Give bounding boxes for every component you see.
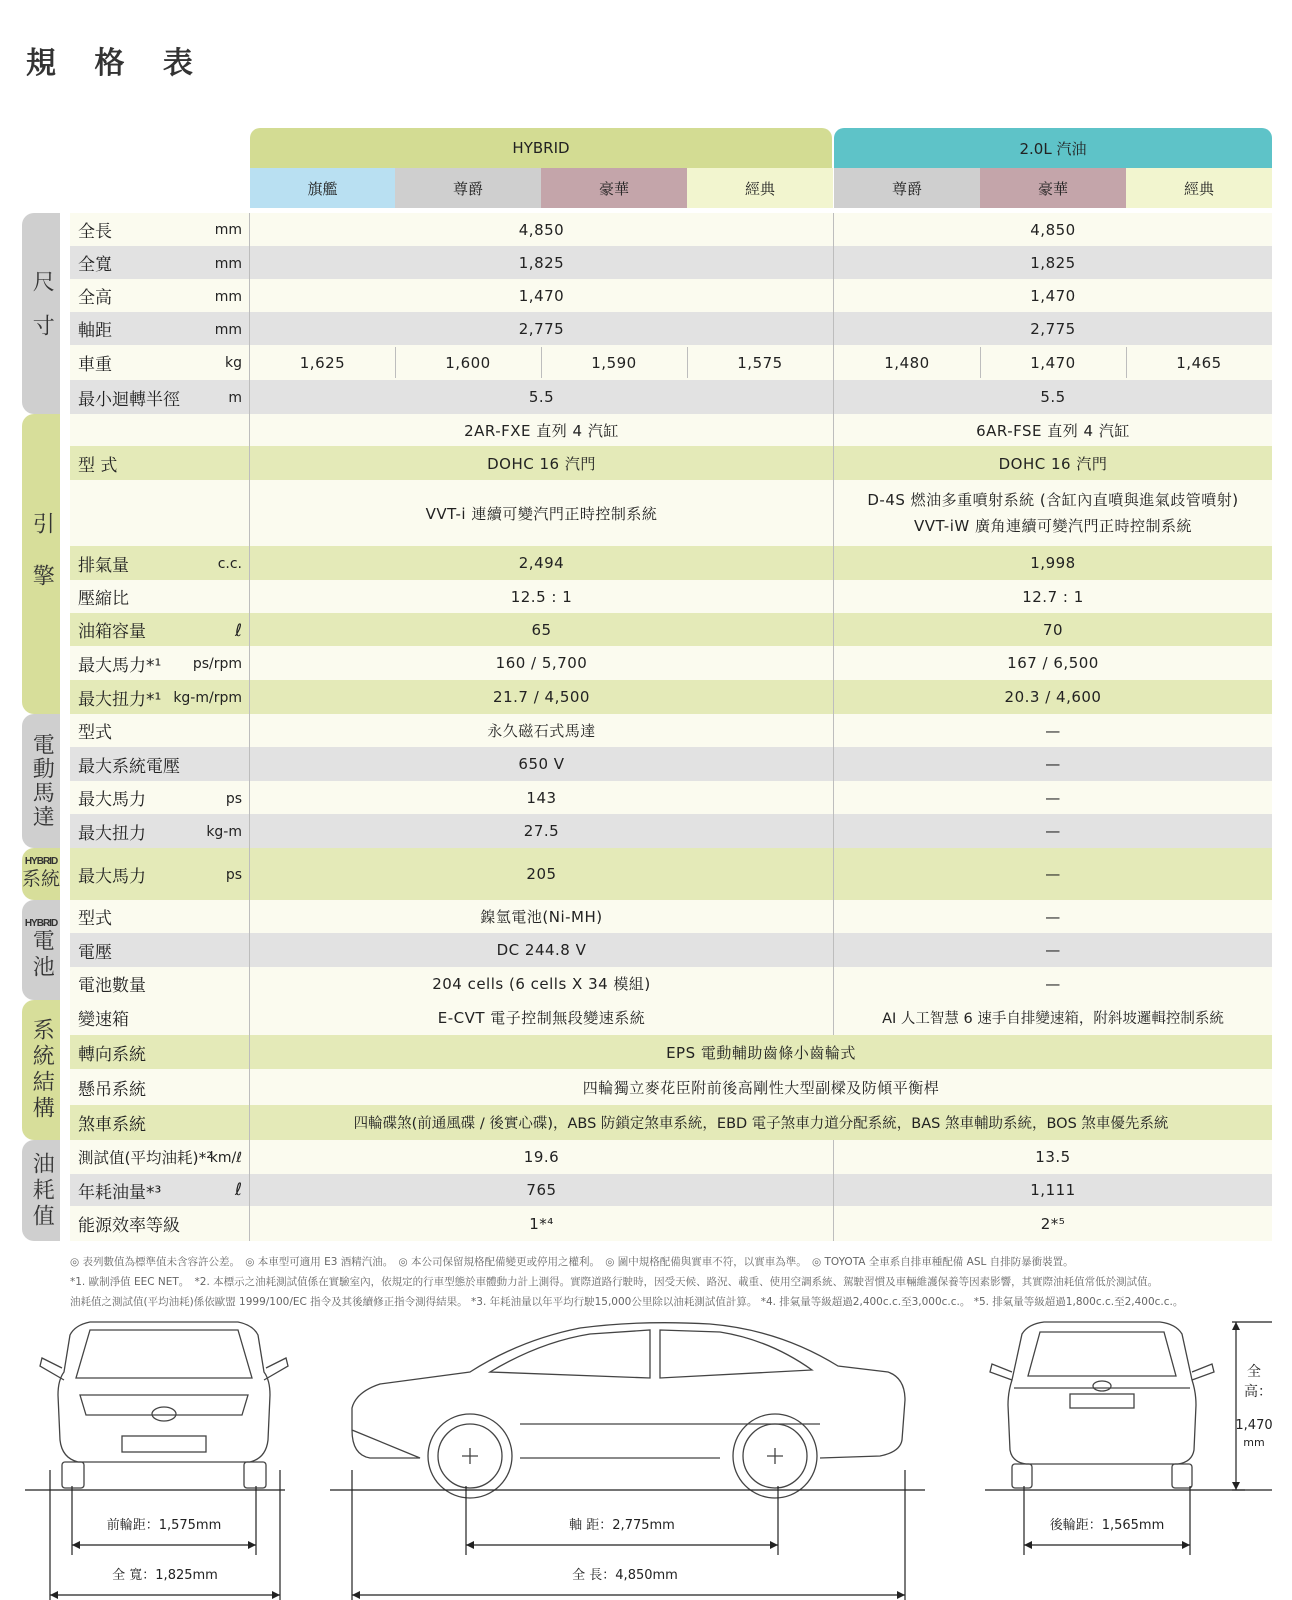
value-motor-type-gas: — — [1045, 721, 1061, 740]
value-system-hp-gas: — — [1045, 865, 1061, 883]
unit-displacement: c.c. — [217, 556, 242, 572]
label-battery-count: 電池數量 — [78, 976, 146, 996]
value-suspension: 四輪獨立麥花臣附前後高剛性大型副樑及防傾平衡桿 — [582, 1078, 940, 1097]
label-height: 全高 — [78, 288, 112, 308]
label-length: 全長 — [78, 222, 112, 242]
value-motor-voltage-gas: — — [1045, 755, 1061, 773]
unit-motor-torque: kg-m — [206, 824, 242, 840]
label-annual-fuel: 年耗油量*³ — [78, 1182, 162, 1203]
value-battery-type-hybrid: 鎳氫電池(Ni-MH) — [480, 908, 603, 926]
value-battery-voltage-hybrid: DC 244.8 V — [496, 941, 587, 959]
value-turning-gas: 5.5 — [1040, 388, 1066, 406]
front-track-label: 前輪距：1,575mm — [76, 1514, 252, 1533]
label-compression: 壓縮比 — [78, 589, 129, 609]
value-system-hp-hybrid: 205 — [526, 865, 557, 883]
front-view-car — [40, 1322, 288, 1488]
value-battery-count-gas: — — [1045, 974, 1061, 993]
unit-max-torque: kg-m/rpm — [173, 690, 242, 706]
value-battery-count-hybrid: 204 cells (6 cells X 34 模組) — [432, 975, 651, 993]
label-battery-type: 型式 — [78, 909, 112, 929]
grade-flagship: 旗艦 — [250, 168, 395, 208]
value-engine-type-gas: 6AR-FSE 直列 4 汽缸 — [976, 421, 1130, 440]
value-test-fuel-hybrid: 19.6 — [523, 1148, 560, 1166]
value-torque-gas: 20.3 / 4,600 — [1004, 688, 1102, 706]
value-height-hybrid: 1,470 — [518, 286, 565, 305]
value-motor-torque-hybrid: 27.5 — [523, 822, 560, 840]
side-view-car — [352, 1323, 905, 1498]
value-efficiency-hybrid: 1*⁴ — [529, 1214, 554, 1233]
value-motor-torque-gas: — — [1045, 822, 1061, 840]
battery-tag: HYBRID — [24, 918, 58, 929]
value-annual-fuel-gas: 1,111 — [1030, 1181, 1076, 1199]
grade-zunjue-hybrid: 尊爵 — [395, 168, 541, 208]
category-motor: 電動馬達 — [22, 714, 60, 848]
unit-annual-fuel: ℓ — [234, 1180, 242, 1200]
value-test-fuel-gas: 13.5 — [1035, 1148, 1071, 1166]
unit-width: mm — [214, 256, 242, 272]
gas-header: 2.0L 汽油 — [834, 128, 1272, 168]
value-width-hybrid: 1,825 — [518, 253, 565, 272]
value-weight: 1,625 — [299, 353, 346, 372]
value-motor-voltage-hybrid: 650 V — [518, 755, 565, 773]
label-motor-type: 型式 — [78, 723, 112, 743]
category-structure: 系統結構 — [22, 1000, 60, 1140]
grade-zunjue-gas: 尊爵 — [834, 168, 980, 208]
value-annual-fuel-hybrid: 765 — [526, 1181, 557, 1199]
value-motor-hp-hybrid: 143 — [526, 788, 557, 807]
value-wheelbase-gas: 2,775 — [1030, 319, 1076, 338]
value-width-gas: 1,825 — [1030, 253, 1076, 272]
value-height-gas: 1,470 — [1030, 286, 1076, 305]
value-turning-hybrid: 5.5 — [528, 388, 555, 406]
label-battery-voltage: 電壓 — [78, 942, 112, 963]
height-label: 全高： — [1244, 1364, 1272, 1401]
value-weight: 1,600 — [445, 353, 491, 372]
footnote: 油耗值之測試值(平均油耗)係依歐盟 1999/100/EC 指令及其後續修正指令測得結果。 *3. 年耗油量以年平均行駛15,000公里除以油耗測試值計算。 *4. 排氣量等級超過2,400c.c.至3,000c.c.。 *5. 排氣量等級超過1,800c.c.至2,400c.c.。 — [70, 1296, 1184, 1308]
height-unit: mm — [1243, 1436, 1265, 1449]
value-engine-type-hybrid: 2AR-FXE 直列 4 汽缸 — [464, 421, 619, 440]
grade-haohua-gas: 豪華 — [980, 168, 1126, 208]
label-max-hp: 最大馬力*¹ — [78, 655, 162, 676]
value-motor-type-hybrid: 永久磁石式馬達 — [487, 722, 596, 740]
value-torque-hybrid: 21.7 / 4,500 — [493, 688, 590, 706]
value-battery-type-gas: — — [1045, 907, 1061, 926]
value-motor-hp-gas: — — [1045, 788, 1061, 807]
label-max-torque: 最大扭力*¹ — [78, 689, 162, 710]
value-compression-hybrid: 12.5 : 1 — [510, 587, 573, 606]
label-efficiency: 能源效率等級 — [78, 1216, 180, 1236]
value-length-gas: 4,850 — [1030, 220, 1076, 239]
label-weight: 車重 — [78, 355, 112, 375]
value-displacement-gas: 1,998 — [1030, 554, 1076, 572]
label-motor-voltage: 最大系統電壓 — [78, 756, 180, 777]
label-steering: 轉向系統 — [78, 1044, 146, 1065]
wheelbase-label: 軸 距：2,775mm — [530, 1514, 714, 1533]
label-motor-hp: 最大馬力 — [78, 790, 146, 810]
value-weight: 1,470 — [1030, 353, 1076, 372]
grade-jingdian-hybrid: 經典 — [687, 168, 833, 208]
label-engine-type: 型 式 — [78, 455, 118, 476]
unit-max-hp: ps/rpm — [192, 656, 242, 672]
value-wheelbase-hybrid: 2,775 — [518, 319, 565, 338]
value-weight: 1,590 — [591, 353, 637, 372]
value-injection-gas: D-4S 燃油多重噴射系統 (含缸內直噴與進氣歧管噴射) — [867, 490, 1239, 509]
unit-wheelbase: mm — [214, 322, 242, 338]
category-engine: 引擎 — [22, 414, 60, 714]
label-transmission: 變速箱 — [78, 1010, 129, 1030]
label-turning-radius: 最小迴轉半徑 — [78, 389, 180, 410]
value-steering: EPS 電動輔助齒條小齒輪式 — [666, 1043, 856, 1062]
value-transmission-hybrid: E-CVT 電子控制無段變速系統 — [437, 1009, 646, 1027]
label-wheelbase: 軸距 — [78, 321, 112, 341]
unit-height: mm — [214, 289, 242, 305]
rear-view-car — [990, 1322, 1214, 1488]
unit-system-hp: ps — [225, 867, 242, 883]
length-label: 全 長：4,850mm — [530, 1564, 720, 1583]
unit-weight: kg — [225, 355, 242, 371]
label-brakes: 煞車系統 — [78, 1115, 146, 1135]
category-size: 尺寸 — [22, 213, 60, 414]
width-label: 全 寬：1,825mm — [80, 1564, 250, 1583]
unit-test-fuel: km/ℓ — [209, 1150, 242, 1166]
unit-turning-radius: m — [228, 390, 242, 406]
value-transmission-gas: AI 人工智慧 6 速手自排變速箱，附斜坡邏輯控制系統 — [882, 1011, 1224, 1027]
unit-motor-hp: ps — [225, 791, 242, 807]
value-vvt-hybrid: VVT-i 連續可變汽門正時控制系統 — [425, 504, 658, 523]
value-weight: 1,480 — [884, 353, 930, 372]
value-length-hybrid: 4,850 — [518, 220, 565, 239]
label-system-hp: 最大馬力 — [78, 866, 146, 887]
value-brakes: 四輪碟煞(前通風碟 / 後實心碟)，ABS 防鎖定煞車系統，EBD 電子煞車力道分配系統，BAS 煞車輔助系統，BOS 煞車優先系統 — [353, 1116, 1169, 1132]
value-tank-gas: 70 — [1042, 620, 1064, 639]
label-displacement: 排氣量 — [78, 555, 129, 576]
footnote: *1. 歐制淨值 EEC NET。 *2. 本標示之油耗測試值係在實驗室內，依規定的行車型態於車體動力計上測得。實際道路行駛時，因受天候、路況、載重、使用空調系統、駕駛習慣及車輛維護保養等因素影響，其實際油耗值常低於測試值。 — [70, 1276, 1159, 1288]
label-test-fuel: 測試值(平均油耗)*² — [78, 1149, 213, 1167]
grade-jingdian-gas: 經典 — [1126, 168, 1272, 208]
label-width: 全寬 — [78, 255, 112, 275]
value-hp-hybrid: 160 / 5,700 — [495, 654, 588, 672]
label-motor-torque: 最大扭力 — [78, 823, 146, 844]
value-vvt-gas: VVT-iW 廣角連續可變汽門正時控制系統 — [914, 516, 1192, 535]
value-valves-hybrid: DOHC 16 汽門 — [487, 454, 596, 473]
page-title: 規 格 表 — [26, 46, 207, 81]
category-fuel: 油耗值 — [22, 1140, 60, 1241]
unit-length: mm — [214, 222, 242, 238]
hybrid-system-tag: HYBRID — [24, 855, 58, 867]
hybrid-header: HYBRID — [250, 128, 832, 168]
label-suspension: 懸吊系統 — [78, 1079, 146, 1100]
value-compression-gas: 12.7 : 1 — [1022, 587, 1084, 606]
value-battery-voltage-gas: — — [1045, 941, 1061, 959]
value-weight: 1,465 — [1176, 353, 1222, 372]
value-weight: 1,575 — [737, 353, 783, 372]
grade-haohua-hybrid: 豪華 — [541, 168, 687, 208]
value-tank-hybrid: 65 — [531, 620, 552, 639]
category-battery: HYBRID 電池 — [22, 900, 60, 1000]
height-value: 1,470 — [1235, 1418, 1273, 1433]
unit-tank: ℓ — [234, 621, 242, 641]
category-hybrid-system: HYBRID 系統 — [22, 848, 60, 900]
value-efficiency-gas: 2*⁵ — [1040, 1214, 1066, 1233]
value-valves-gas: DOHC 16 汽門 — [998, 454, 1108, 473]
label-tank: 油箱容量 — [78, 622, 146, 642]
value-hp-gas: 167 / 6,500 — [1007, 654, 1099, 672]
value-displacement-hybrid: 2,494 — [518, 554, 565, 572]
rear-track-label: 後輪距：1,565mm — [1028, 1514, 1186, 1533]
footnote: ◎ 表列數值為標準值未含容許公差。 ◎ 本車型可適用 E3 酒精汽油。 ◎ 本公司保留規格配備變更或停用之權利。 ◎ 圖中規格配備與實車不符，以實車為準。 ◎ TOYOTA 全車系自排車種配備 ASL 自排防暴衝裝置。 — [70, 1256, 1074, 1268]
